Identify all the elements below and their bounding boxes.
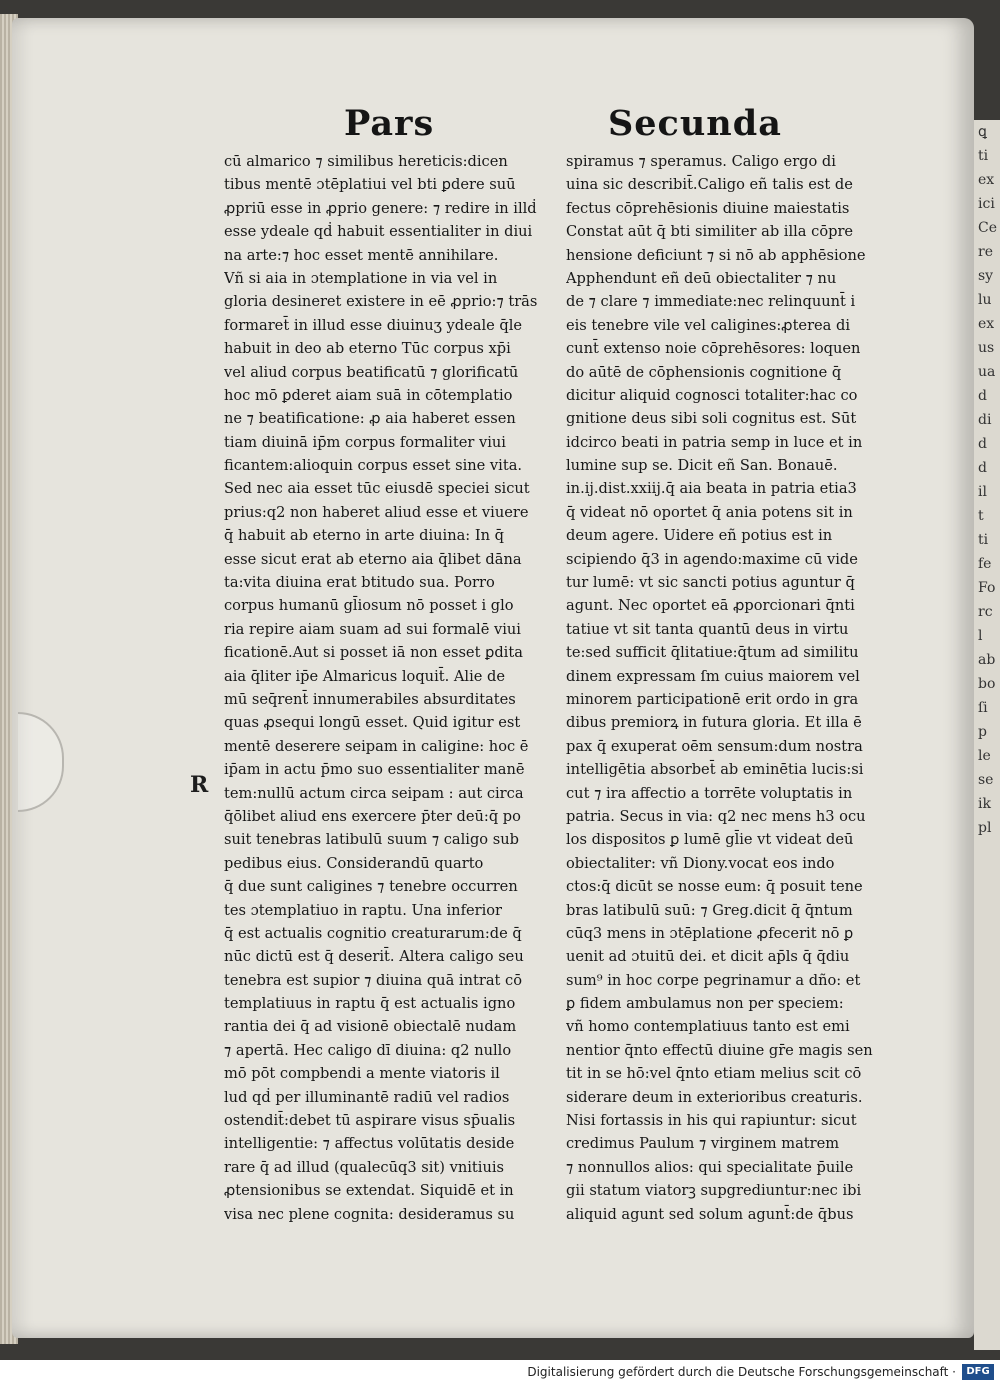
text-line: ctos:q̄ dicūt se nosse eum: q̄ posuit tene xyxy=(566,878,863,896)
text-line: aia q̄liter ip̄e Almaricus loquit̄. Alie de xyxy=(224,667,506,685)
next-page-fragment: p xyxy=(978,724,987,740)
text-line: q̄ est actualis cognitio creaturarum:de q̄ xyxy=(224,924,522,942)
text-line: Vñ si aia in ɔtemplatione in via vel in xyxy=(224,269,498,287)
text-line: suit tenebras latibulū suum ⁊ caligo sub xyxy=(224,831,519,849)
text-line: gnitione deus sibi soli cognitus est. Sūt xyxy=(566,410,857,428)
text-line: ⁊ apertā. Hec caligo dī diuina: q2 nullo xyxy=(224,1041,512,1059)
text-line: tit in se hō:vel q̄nto etiam melius scit cō xyxy=(566,1065,862,1083)
text-line: agunt. Nec oportet eā ꝓporcionari q̄nti xyxy=(566,597,855,615)
next-page-fragment: ex xyxy=(978,172,995,188)
next-page-fragment: fe xyxy=(978,556,992,572)
text-line: tes ɔtemplatiuo in raptu. Una inferior xyxy=(224,901,503,919)
text-line: tatiue vt sit tanta quantū deus in virtu xyxy=(566,620,849,638)
dfg-logo: DFG xyxy=(962,1364,994,1380)
next-page-fragment: Ce xyxy=(978,220,997,236)
next-page-fragment: t xyxy=(978,508,984,524)
text-line: cū almarico ⁊ similibus hereticis:dicen xyxy=(224,153,508,170)
next-page-fragment: ik xyxy=(978,796,991,812)
text-line: habuit in deo ab eterno Tūc corpus xp̄i xyxy=(224,340,511,358)
text-line: Apphendunt eñ deū obiectaliter ⁊ nu xyxy=(566,269,837,287)
text-line: aliquid agunt sed solum agunt̄:de q̄bus xyxy=(566,1205,854,1223)
next-page-fragment: lu xyxy=(978,292,992,308)
text-line: hoc mō ꝑderet aiam suā in cōtemplatio xyxy=(224,386,513,404)
text-line: nūc dictū est q̄ deserit̄. Altera caligo seu xyxy=(224,948,524,966)
text-line: deum agere. Uidere eñ potius est in xyxy=(566,527,833,545)
next-page-fragment: d xyxy=(978,388,987,404)
text-line: siderare deum in exterioribus creaturis. xyxy=(566,1088,863,1106)
text-line: Sed nec aia esset tūc eiusdē speciei sicut xyxy=(224,480,530,498)
text-line: ꝓtensionibus se extendat. Siquidē et in xyxy=(224,1182,514,1200)
next-page-fragment: pl xyxy=(978,820,992,836)
text-line: cunt̄ extenso noie cōprehēsores: loquen xyxy=(566,340,861,358)
footer-bar xyxy=(0,1360,1000,1385)
next-page-fragment: ici xyxy=(978,196,995,212)
next-page-fragment: ꝗ xyxy=(978,124,987,140)
text-line: eis tenebre vile vel caligines:ꝓterea di xyxy=(566,316,851,334)
text-line: te:sed sufficit q̄litatiue:q̄tum ad similitu xyxy=(566,644,859,662)
text-line: gii statum viatorꝫ supgrediuntur:nec ibi xyxy=(566,1182,862,1200)
text-line: esse sicut erat ab eterno aia q̄libet dāna xyxy=(224,550,522,568)
next-page-fragment: re xyxy=(978,244,993,260)
text-line: credimus Paulum ⁊ virginem matrem xyxy=(566,1135,840,1153)
text-column-right xyxy=(566,150,888,1226)
text-line: tenebra est supior ⁊ diuina quā intrat cō xyxy=(224,971,522,989)
text-line: tem:nullū actum circa seipam : aut circa xyxy=(224,784,524,802)
text-line: dibus premiorꝝ in futura gloria. Et illa ē xyxy=(566,714,862,732)
marginal-note: R xyxy=(190,772,209,798)
text-line: intelligentie: ⁊ affectus volūtatis deside xyxy=(224,1135,515,1153)
text-line: fectus cōprehēsionis diuine maiestatis xyxy=(566,199,850,217)
next-page-fragment: us xyxy=(978,340,995,356)
next-page-fragment: bo xyxy=(978,676,996,692)
text-line: lumine sup se. Dicit eñ San. Bonauē. xyxy=(566,457,838,475)
text-line: esse ydeale qḋ habuit essentialiter in diui xyxy=(224,223,533,241)
text-line: mentē deserere seipam in caligine: hoc ē xyxy=(224,737,529,755)
text-line: idcirco beati in patria semp in luce et in xyxy=(566,433,863,451)
text-line: na arte:⁊ hoc esset mentē annihilare. xyxy=(224,246,499,264)
text-line: cūq3 mens in ɔtēplatione ꝓfecerit nō ꝑ xyxy=(566,924,854,942)
text-line: ⁊ nonnullos alios: qui specialitate p̄uile xyxy=(566,1158,854,1176)
text-line: visa nec plene cognita: desideramus su xyxy=(224,1205,515,1223)
next-page-fragment: ua xyxy=(978,364,996,380)
text-line: q̄ due sunt caligines ⁊ tenebre occurren xyxy=(224,878,518,896)
next-page-fragment: sy xyxy=(978,268,994,284)
text-line: mū seq̄rent̄ innumerabiles absurditates xyxy=(224,690,516,708)
text-line: formaret̄ in illud esse diuinuʒ ydeale q̄le xyxy=(224,316,523,334)
next-page-fragment: le xyxy=(978,748,991,764)
text-line: ostendit̄:debet tū aspirare visus sp̄ualis xyxy=(224,1112,516,1130)
text-line: rare q̄ ad illud (qualecūq3 sit) vnitiuis xyxy=(224,1158,505,1176)
next-page-fragment: ti xyxy=(978,532,989,548)
text-line: q̄ habuit ab eterno in arte diuina: In q̄ xyxy=(224,527,505,545)
text-line: pax q̄ exuperat oēm sensum:dum nostra xyxy=(566,737,863,755)
text-line: q̄ videat nō oportet q̄ ania potens sit in xyxy=(566,503,853,521)
next-page-fragment: se xyxy=(978,772,994,788)
next-page-fragment: d xyxy=(978,436,987,452)
text-line: in.ij.dist.xxiij.q̄ aia beata in patria etia3 xyxy=(566,480,857,498)
text-line: vel aliud corpus beatificatū ⁊ glorificatū xyxy=(224,363,519,381)
text-line: scipiendo q̄3 in agendo:maxime cū vide xyxy=(566,550,858,568)
text-line: ficantem:alioquin corpus esset sine vita. xyxy=(224,457,523,475)
text-line: tiam diuinā ip̄m corpus formaliter viui xyxy=(224,433,506,451)
text-line: rantia dei q̄ ad visionē obiectalē nudam xyxy=(224,1018,517,1036)
next-page-edge xyxy=(974,120,1000,1350)
text-line: ficationē.Aut si posset iā non esset ꝑdita xyxy=(224,644,523,662)
text-line: pedibus eius. Considerandū quarto xyxy=(224,854,484,872)
text-line: tur lumē: vt sic sancti potius aguntur q̄ xyxy=(566,574,855,592)
next-page-fragment: ſi xyxy=(978,700,988,716)
text-line: obiectaliter: vñ Diony.vocat eos indo xyxy=(566,854,835,872)
next-page-fragment: rc xyxy=(978,604,993,620)
text-line: ta:vita diuina erat btitudo sua. Porro xyxy=(224,574,495,592)
next-page-fragment: di xyxy=(978,412,992,428)
text-line: tibus mentē ɔtēplatiui vel bti ꝑdere suū xyxy=(224,176,516,194)
next-page-fragment: d xyxy=(978,460,987,476)
text-line: dicitur aliquid cognosci totaliter:hac co xyxy=(566,386,858,404)
text-line: dinem expressam ſm cuius maiorem vel xyxy=(566,667,860,685)
text-line: templatiuus in raptu q̄ est actualis igno xyxy=(224,995,516,1013)
text-line: spiramus ⁊ speramus. Caligo ergo di xyxy=(566,153,836,170)
text-line: ip̄am in actu p̄mo suo essentialiter manē xyxy=(224,761,525,779)
text-line: uenit ad ɔtuitū dei. et dicit ap̄ls q̄ q̄diu xyxy=(566,948,850,966)
text-line: vñ homo contemplatiuus tanto est emi xyxy=(566,1018,850,1036)
text-line: intelligētia absorbet̄ ab eminētia lucis:si xyxy=(566,761,864,779)
next-page-fragment: ab xyxy=(978,652,996,668)
text-line: mō pōt compbendi a mente viatoris il xyxy=(224,1065,500,1083)
text-line: de ⁊ clare ⁊ immediate:nec relinquunt̄ i xyxy=(566,293,856,311)
text-line: bras latibulū suū: ⁊ Greg.dicit q̄ q̄ntum xyxy=(566,901,853,919)
text-line: ꝑ fidem ambulamus non per speciem: xyxy=(566,995,844,1013)
text-line: uina sic describit̄.Caligo eñ talis est de xyxy=(566,176,853,194)
text-line: lud qḋ per illuminantē radiū vel radios xyxy=(224,1088,510,1106)
text-line: q̄ōlibet aliud ens exercere p̄ter deū:q̄ po xyxy=(224,807,521,825)
next-page-fragment: ti xyxy=(978,148,989,164)
text-line: ꝓpriū esse in ꝓprio genere: ⁊ redire in illḋ xyxy=(224,199,537,217)
text-line: corpus humanū gl̄iosum nō posset i glo xyxy=(224,597,514,615)
text-line: nentior q̄nto effectū diuine gr̄e magis sen xyxy=(566,1041,873,1059)
text-line: minorem participationē erit ordo in gra xyxy=(566,690,859,708)
text-line: quas ꝓsequi longū esset. Quid igitur est xyxy=(224,714,521,732)
running-head-right: Secunda xyxy=(608,103,782,144)
text-line: Constat aūt q̄ bti similiter ab illa cōpre xyxy=(566,223,854,241)
text-column-left xyxy=(224,150,552,1226)
next-page-fragment: ex xyxy=(978,316,995,332)
text-line: prius:q2 non haberet aliud esse et viuere xyxy=(224,503,529,521)
running-head-left: Pars xyxy=(344,103,435,144)
text-line: patria. Secus in via: q2 nec mens h3 ocu xyxy=(566,807,866,825)
text-line: cut ⁊ ira affectio a torrēte voluptatis in xyxy=(566,784,853,802)
text-line: ria repire aiam suam ad sui formalē viui xyxy=(224,620,521,638)
text-line: sum⁹ in hoc corpe pegrinamur a dño: et xyxy=(566,971,861,989)
text-line: gloria desineret existere in eē ꝓprio:⁊ trās xyxy=(224,293,538,311)
text-line: ne ⁊ beatificatione: ꝓ aia haberet essen xyxy=(224,410,516,428)
text-line: Nisi fortassis in his qui rapiuntur: sicut xyxy=(566,1112,857,1130)
text-line: los dispositos ꝑ lumē gl̄ie vt videat deū xyxy=(566,831,854,849)
next-page-fragment: Fo xyxy=(978,580,996,596)
next-page-fragment: il xyxy=(978,484,987,500)
text-line: do aūtē de cōphensionis cognitione q̄ xyxy=(566,363,842,381)
funding-notice: Digitalisierung gefördert durch die Deutsche Forschungsgemeinschaft · xyxy=(527,1365,956,1379)
next-page-fragment: l xyxy=(978,628,983,644)
text-line: hensione deficiunt ⁊ si nō ab apphēsione xyxy=(566,246,866,264)
